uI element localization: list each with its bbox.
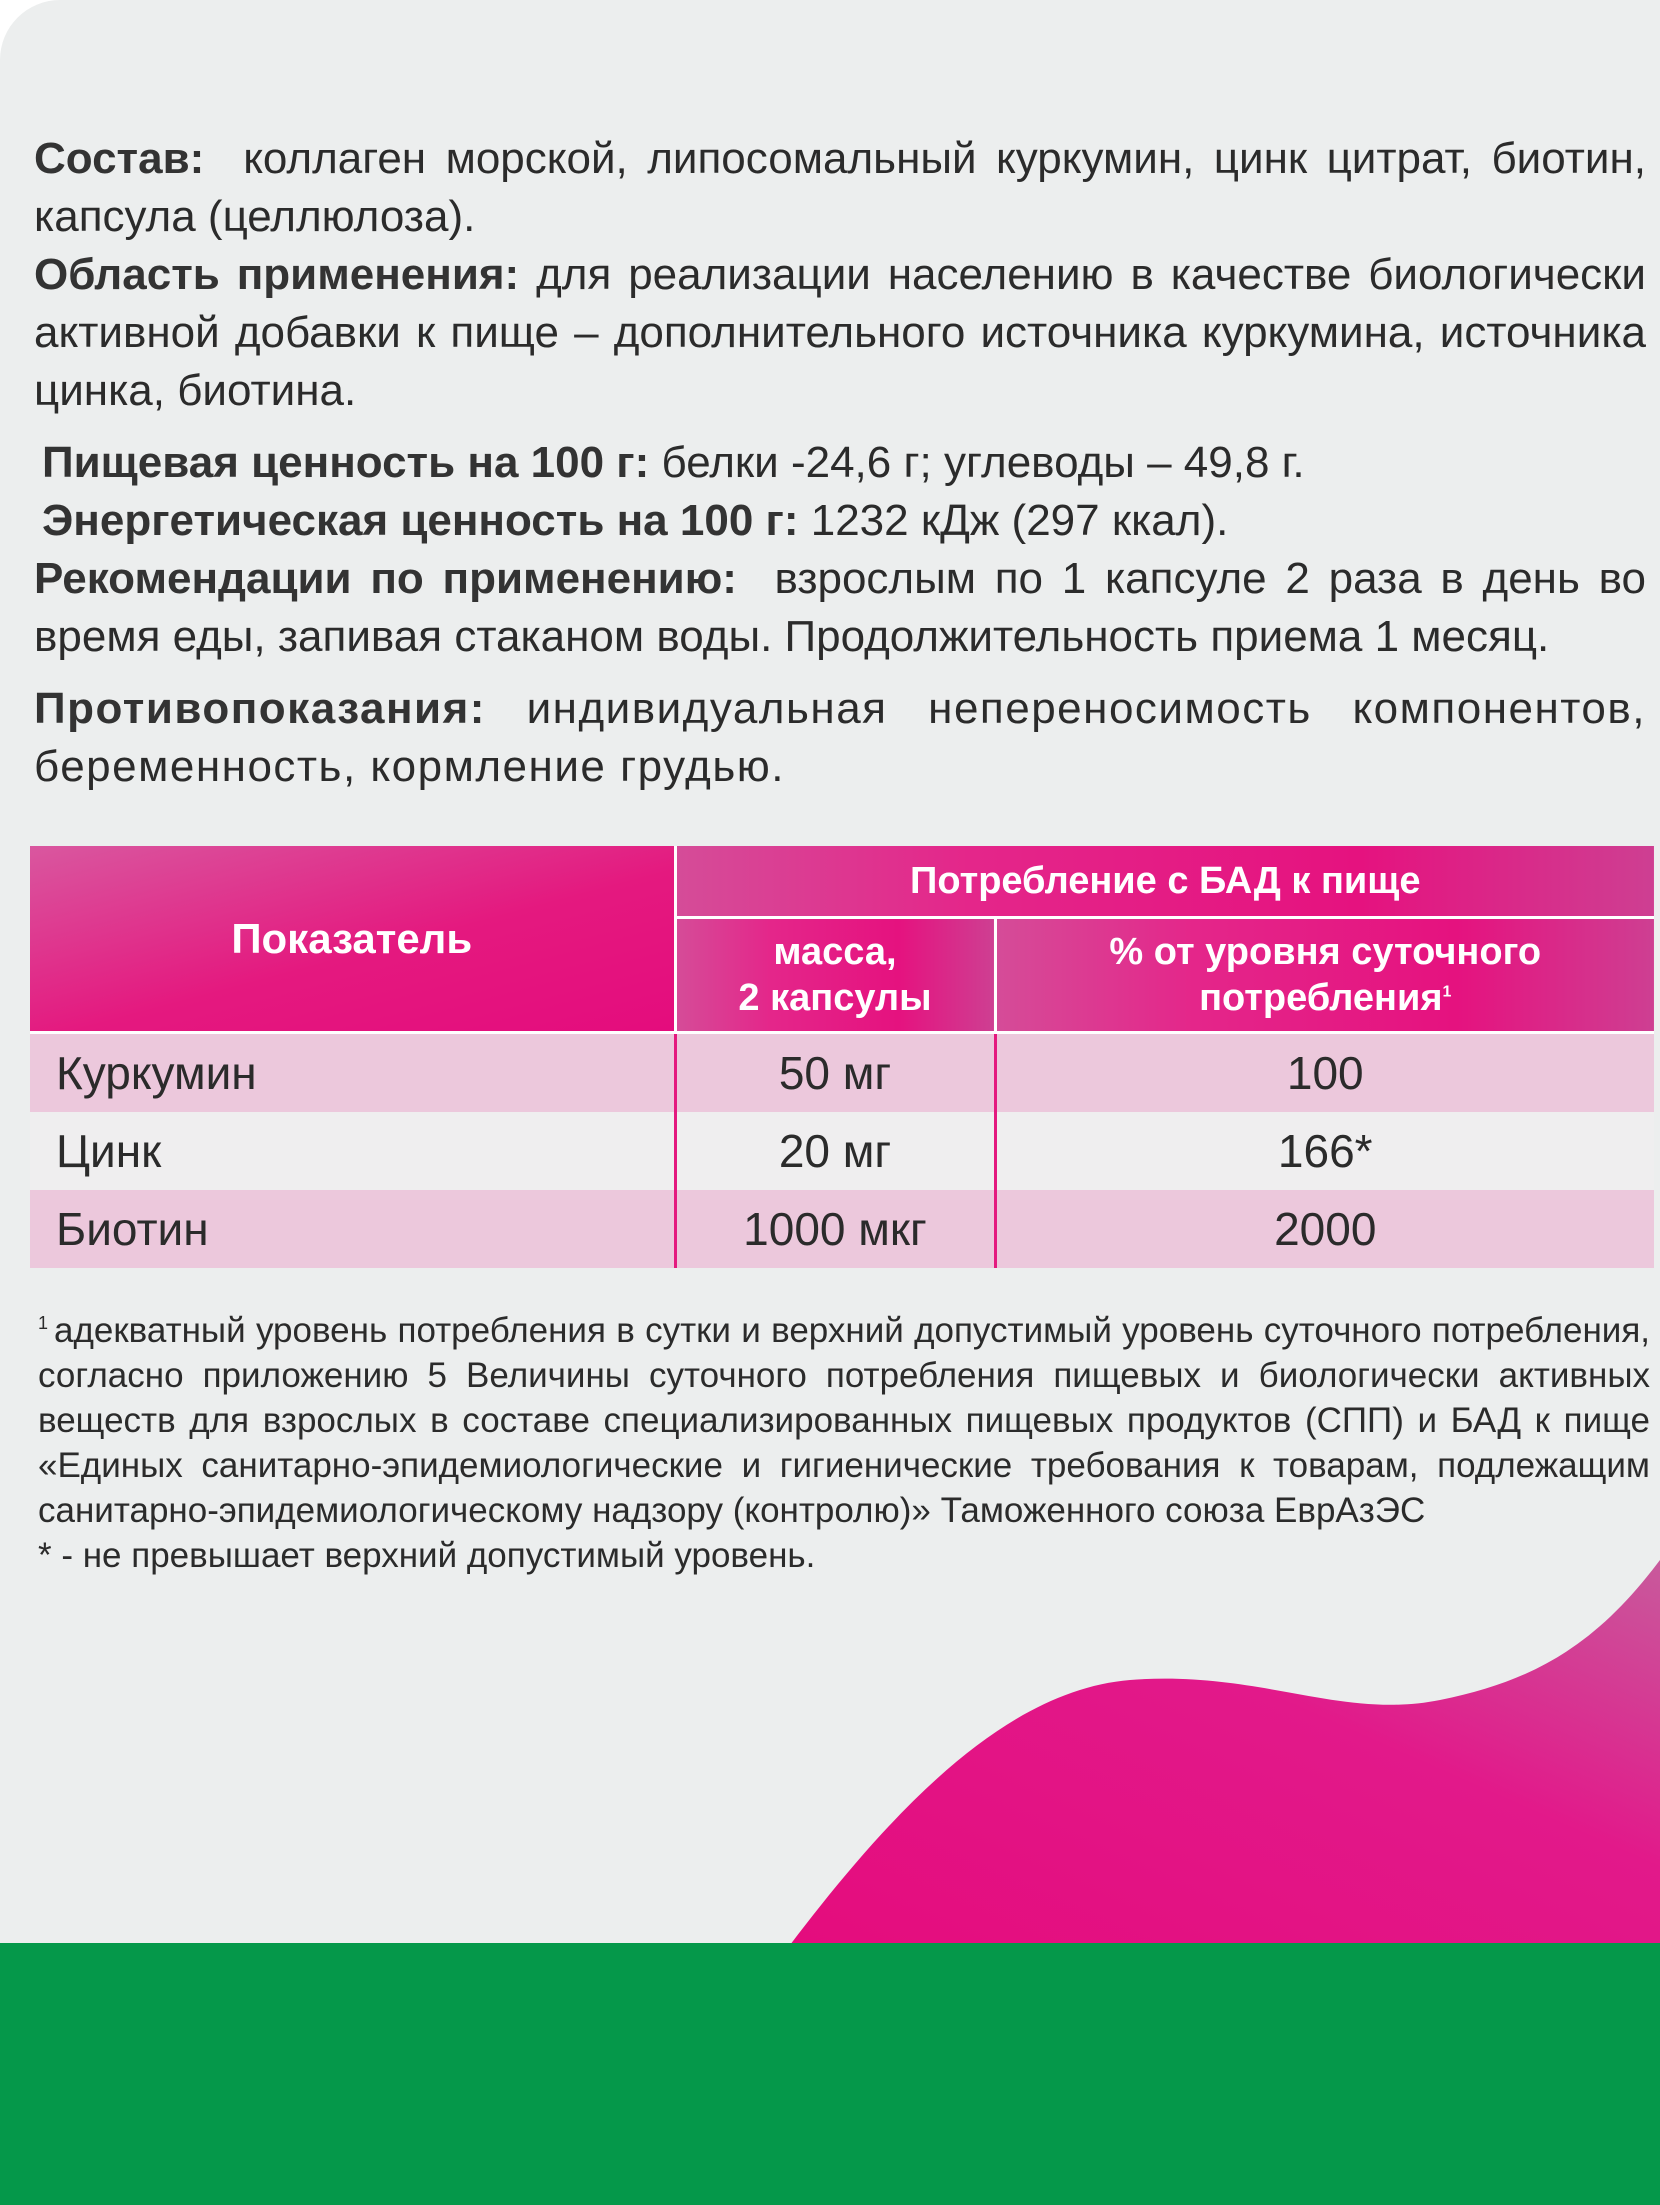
row-percent: 100 [995,1033,1654,1113]
nutrition-label: Пищевая ценность на 100 г: [42,438,650,487]
energy-paragraph [34,492,1646,550]
header-indicator: Показатель [30,846,675,1033]
header-mass-line2: 2 капсулы [738,977,932,1019]
application-text: для реализации населению в качестве биологически активной добавки к пище – дополнительного источника куркумина, источника цинка, биотина. [34,250,1647,415]
green-footer-band [0,1943,1660,2205]
row-name: Биотин [30,1190,675,1268]
table-row [30,1112,1654,1190]
header-percent-text: % от уровня суточного потребления [1109,931,1542,1019]
composition-paragraph [34,130,1646,246]
composition-text: коллаген морской, липосомальный куркумин, цинк цитрат, биотин, капсула (целлюлоза). [34,134,1646,241]
row-mass: 50 мг [675,1033,995,1113]
header-mass [675,918,995,1033]
table-row [30,1033,1654,1113]
table-row [30,1190,1654,1268]
recommendations-label: Рекомендации по применению: [34,554,737,603]
row-name: Цинк [30,1112,675,1190]
row-percent: 166* [995,1112,1654,1190]
footnote-1-mark: 1 [38,1313,49,1334]
footnote-1 [38,1308,1650,1533]
nutrition-table [30,846,1654,1268]
footnote-1-text: адекватный уровень потребления в сутки и верхний допустимый уровень суточного потребления, согласно приложению 5 Величины суточного потребления пищевых и биологически активных веществ для взрослых в составе специализированных пищевых продуктов (СПП) и БАД к пище «Единых санитарно-эпидемиологические и гигиенические требования к товарам, подлежащим санитарно-эпидемиологическому надзору (контролю)» Таможенного союза ЕврАзЭС [38,1311,1650,1530]
composition-label: Состав: [34,134,205,183]
row-percent: 2000 [995,1190,1654,1268]
application-label: Область применения: [34,250,520,299]
contraindications-label: Противопоказания: [34,684,486,733]
recommendations-paragraph [34,550,1646,666]
product-info [34,130,1646,796]
row-name: Куркумин [30,1033,675,1113]
footnotes [38,1308,1650,1578]
row-mass: 1000 мкг [675,1190,995,1268]
row-mass: 20 мг [675,1112,995,1190]
application-paragraph [34,246,1646,420]
footnote-2: * - не превышает верхний допустимый уровень. [38,1536,816,1575]
header-mass-line1: масса, [773,931,897,973]
nutrition-paragraph [34,434,1646,492]
header-percent [995,918,1654,1033]
nutrition-text: белки -24,6 г; углеводы – 49,8 г. [661,438,1305,487]
energy-text: 1232 кДж (297 ккал). [810,496,1229,545]
recommendations-text: взрослым по 1 капсуле 2 раза в день во время еды, запивая стаканом воды. Продолжительность приема 1 месяц. [34,554,1646,661]
header-consumption-group: Потребление с БАД к пище [675,846,1654,918]
energy-label: Энергетическая ценность на 100 г: [42,496,799,545]
contraindications-text: индивидуальная непереносимость компонентов, беременность, кормление грудью. [34,684,1646,791]
header-percent-footnote-mark: 1 [1442,983,1452,1001]
contraindications-paragraph [34,680,1646,796]
